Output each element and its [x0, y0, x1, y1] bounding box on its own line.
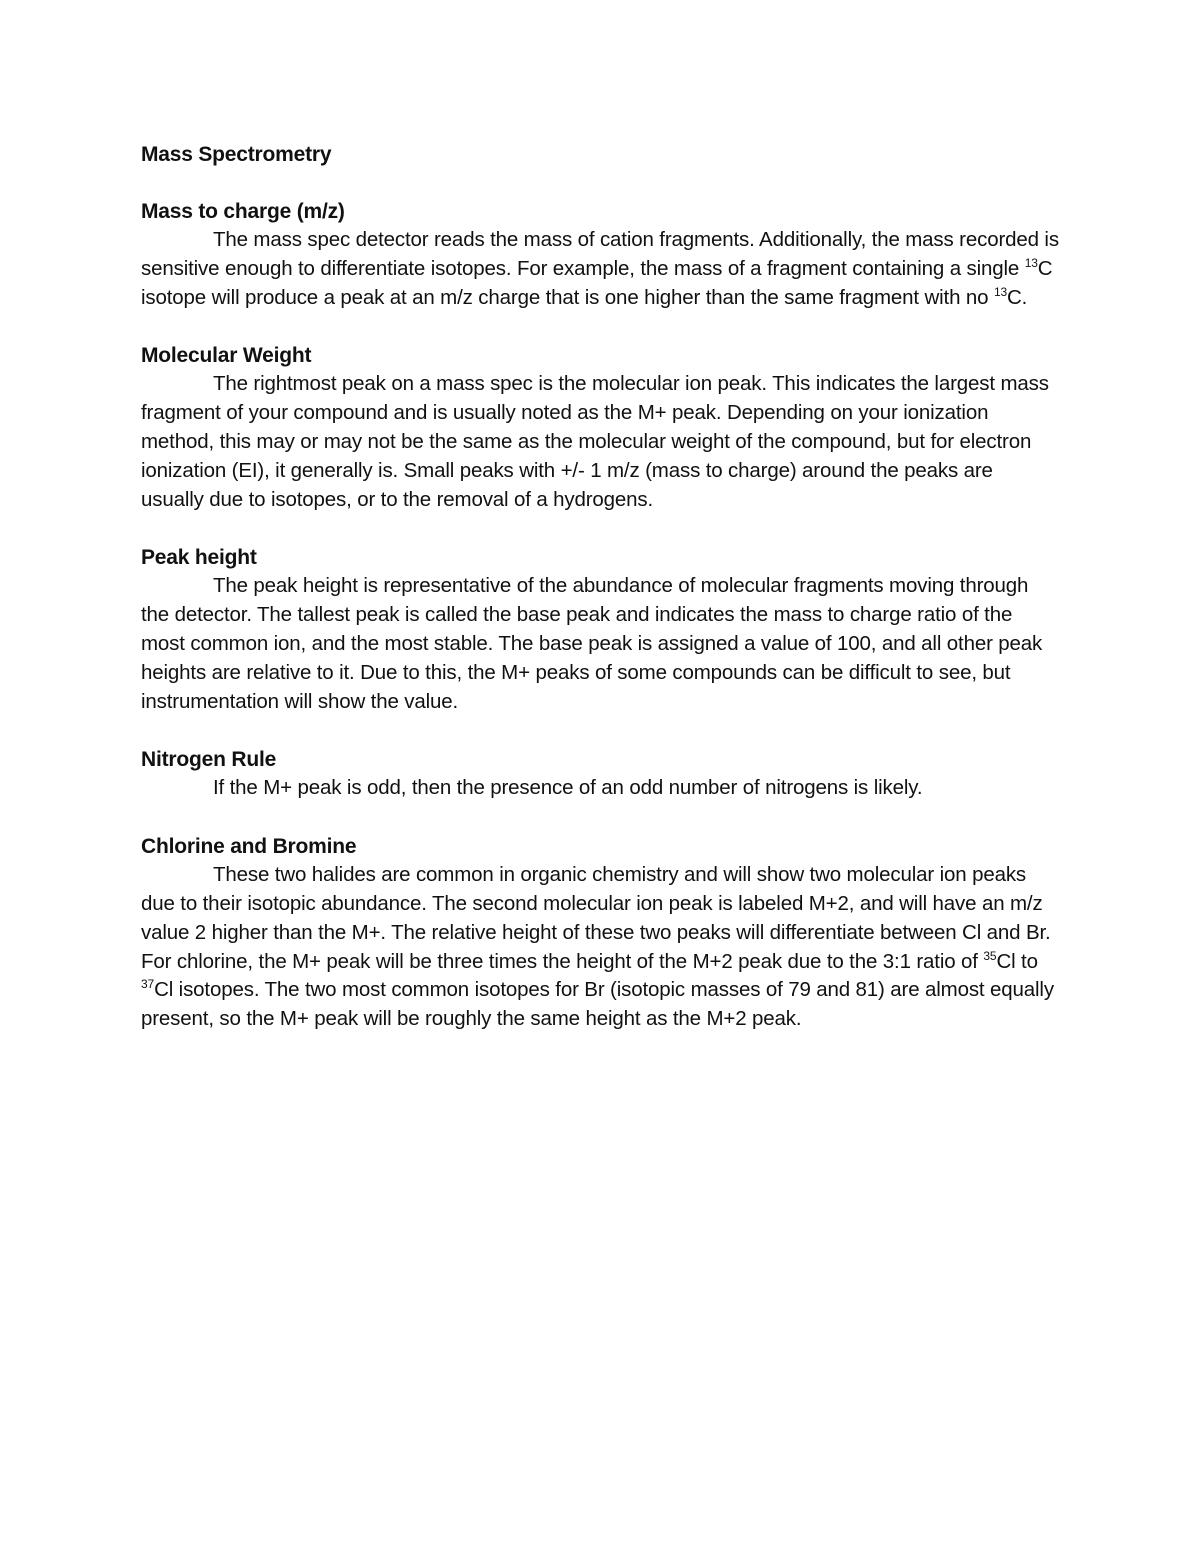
isotope-superscript: 13	[1024, 255, 1038, 270]
body-text: C.	[1007, 285, 1028, 309]
section-body	[141, 861, 1061, 1034]
section-heading: Nitrogen Rule	[141, 748, 277, 772]
isotope-superscript: 13	[993, 284, 1008, 299]
isotope-superscript: 35	[983, 948, 997, 963]
document-title: Mass Spectrometry	[141, 143, 332, 166]
section-body	[141, 226, 1061, 312]
section-body: The rightmost peak on a mass spec is the molecular ion peak. This indicates the largest mass fragment of your compound and is usually noted as the M+ peak. Depending on your ionization method, this may or may not be the same as the molecular weight of the compound, but for electron ionization (EI), it generally is. Small peaks with +/- 1 m/z (mass to charge) around the peaks are usually due to isotopes, or to the removal of a hydrogens.	[141, 372, 1049, 511]
body-text: Cl to	[996, 949, 1038, 973]
section-nitrogen-rule	[141, 745, 1061, 803]
isotope-superscript: 37	[141, 977, 155, 992]
body-text: The mass spec detector reads the mass of cation fragments. Additionally, the mass recorded is sensitive enough to differentiate isotopes. For example, the mass of a fragment containing a single	[141, 228, 1059, 280]
section-peak-height	[141, 543, 1061, 716]
section-heading: Molecular Weight	[141, 344, 312, 368]
section-heading: Mass to charge (m/z)	[141, 200, 345, 223]
section-heading: Chlorine and Bromine	[141, 835, 357, 859]
section-chlorine-bromine	[141, 832, 1061, 1034]
body-text: C isotope will produce a peak at an m/z charge that is one higher than the same fragment with no	[141, 256, 1053, 309]
section-molecular-weight	[141, 341, 1061, 514]
section-mass-to-charge	[141, 197, 1061, 312]
section-body: The peak height is representative of the abundance of molecular fragments moving through the detector. The tallest peak is called the base peak and indicates the mass to charge ratio of the most common ion, and the most stable. The base peak is assigned a value of 100, and all other peak heights are relative to it. Due to this, the M+ peaks of some compounds can be difficult to see, but instrumentation will show the value.	[141, 574, 1043, 713]
document-page	[141, 140, 1061, 1063]
body-text: These two halides are common in organic chemistry and will show two molecular ion peaks due to their isotopic abundance. The second molecular ion peak is labeled M+2, and will have an m/z value 2 higher than the M+. The relative height of these two peaks will differentiate between Cl and Br. For chlorine, the M+ peak will be three times the height of the M+2 peak due to the 3:1 ratio of	[141, 863, 1051, 973]
section-body: If the M+ peak is odd, then the presence of an odd number of nitrogens is likely.	[213, 776, 923, 800]
section-heading: Peak height	[141, 546, 257, 570]
body-text: Cl isotopes. The two most common isotopes for Br (isotopic masses of 79 and 81) are almost equally present, so the M+ peak will be roughly the same height as the M+2 peak.	[141, 978, 1054, 1031]
